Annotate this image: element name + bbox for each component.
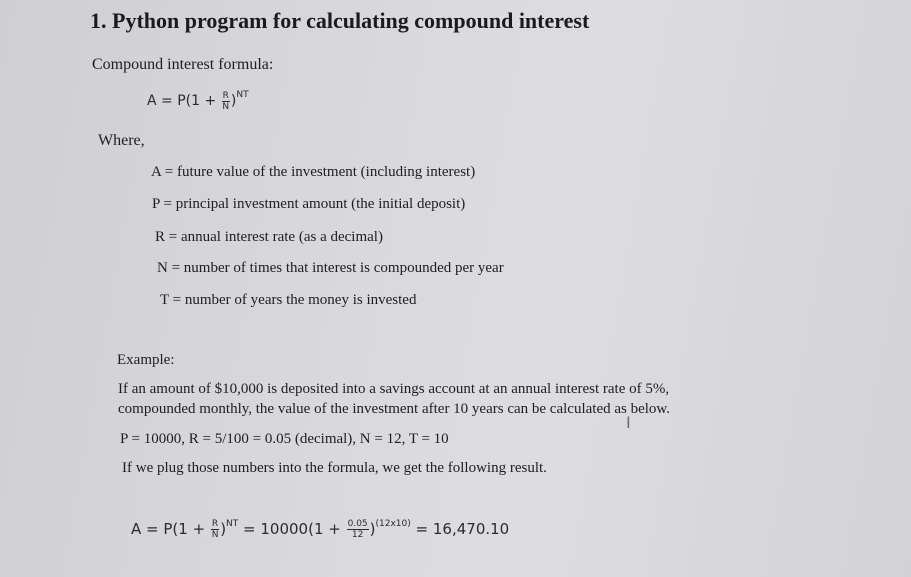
result-frac1-numerator: R <box>211 519 219 529</box>
formula-fraction <box>222 91 230 112</box>
definition-r: R = annual interest rate (as a decimal) <box>155 229 383 245</box>
result-value: = 16,470.10 <box>410 520 510 538</box>
result-lhs: A = P(1 + <box>131 520 210 538</box>
example-values: P = 10000, R = 5/100 = 0.05 (decimal), N = 12, T = 10 <box>120 431 449 447</box>
formula-lhs: A = P(1 + <box>147 93 221 109</box>
compound-interest-formula <box>147 90 249 112</box>
example-plug-text: If we plug those numbers into the formula, we get the following result. <box>122 460 547 476</box>
example-label: Example: <box>117 352 175 368</box>
result-exponent-2: (12x10) <box>375 519 411 529</box>
result-frac2-numerator: 0.05 <box>347 519 368 529</box>
formula-close-paren: ) <box>230 93 237 109</box>
formula-frac-denominator: N <box>222 101 230 112</box>
definition-p: P = principal investment amount (the initial deposit) <box>152 196 466 212</box>
definition-t: T = number of years the money is invested <box>160 292 417 308</box>
result-frac1-denominator: N <box>211 530 219 540</box>
formula-heading: Compound interest formula: <box>92 56 274 73</box>
example-line-2: compounded monthly, the value of the investment after 10 years can be calculated as below. <box>118 401 671 417</box>
formula-frac-numerator: R <box>222 90 229 101</box>
text-cursor-icon: I <box>626 413 631 432</box>
result-fraction-2 <box>347 519 369 540</box>
where-label: Where, <box>98 132 145 149</box>
result-fraction-1 <box>211 519 219 540</box>
page-title: 1. Python program for calculating compound interest <box>90 8 590 33</box>
example-line-1: If an amount of $10,000 is deposited into a savings account at an annual interest rate of 5%, <box>118 381 670 397</box>
result-close-paren-2: ) <box>369 520 376 538</box>
result-mid: = 10000(1 + <box>238 520 346 538</box>
result-formula <box>131 519 509 540</box>
definition-n: N = number of times that interest is compounded per year <box>157 260 504 276</box>
result-exponent-1: NT <box>226 519 239 529</box>
result-close-paren-1: ) <box>220 520 227 538</box>
result-frac2-denominator: 12 <box>351 530 364 540</box>
definition-a: A = future value of the investment (including interest) <box>151 164 476 180</box>
formula-exponent: NT <box>236 90 249 100</box>
